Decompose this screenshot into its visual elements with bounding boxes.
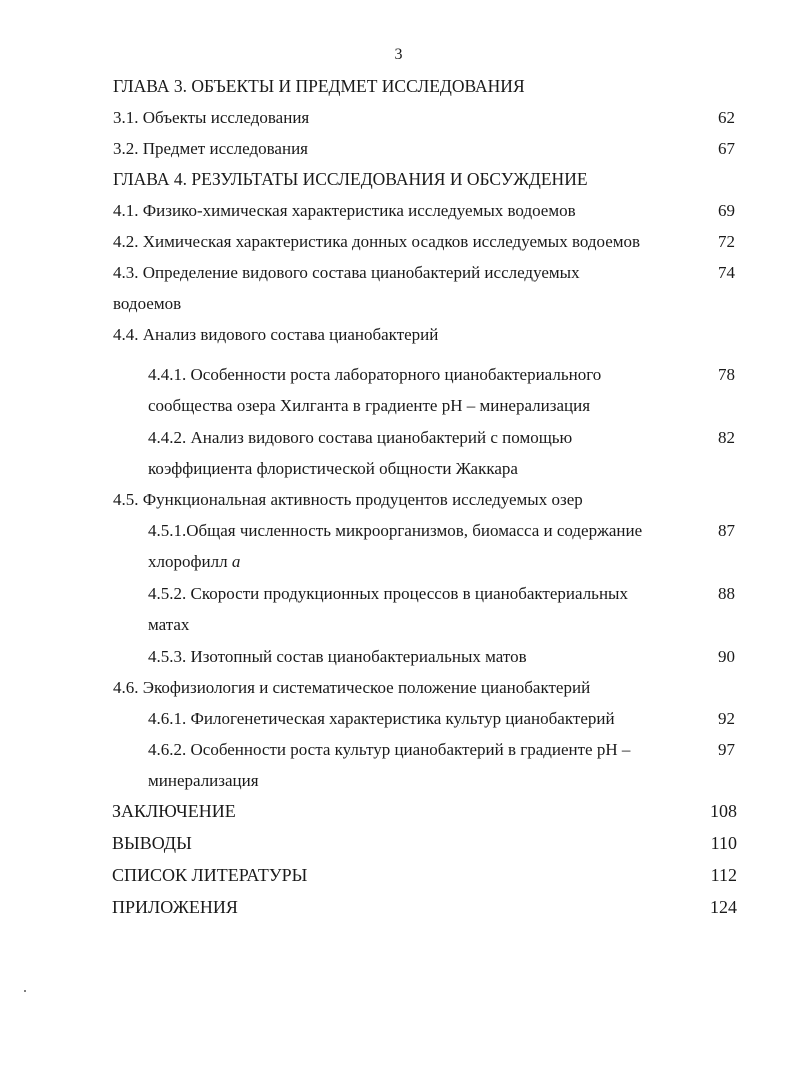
toc-section-4-3 [113,257,673,319]
toc-entry-title: ВЫВОДЫ [112,833,192,853]
toc-entry-title-line-2: коэффициента флористической общности Жаккара [148,459,518,478]
toc-page-number: 97 [718,740,735,759]
toc-references [112,860,612,891]
toc-subsection-4-4-2 [148,422,694,484]
toc-page-number: 108 [710,801,737,821]
toc-entry-title-line-1: 4.5.2. Скорости продукционных процессов в цианобактериальных [148,584,628,603]
toc-entry-title: 4.2. Химическая характеристика донных осадков исследуемых водоемов [113,232,641,251]
toc-entry-title-line-1: 4.4.2. Анализ видового состава цианобактерий с помощью [148,428,573,447]
toc-section-4-4 [113,319,673,350]
page-number: 3 [394,46,403,63]
toc-entry-title-line-1: 4.4.1. Особенности роста лабораторного цианобактериального [148,365,602,384]
toc-findings [112,828,612,859]
toc-page-number: 67 [718,139,735,158]
toc-page-number: 62 [718,108,735,127]
toc-page-number: 87 [718,521,735,540]
toc-chapter-3 [113,71,713,102]
toc-section-3-2 [113,133,673,164]
toc-entry-title: ГЛАВА 3. ОБЪЕКТЫ И ПРЕДМЕТ ИССЛЕДОВАНИЯ [113,76,525,96]
toc-entry-title: СПИСОК ЛИТЕРАТУРЫ [112,865,308,885]
toc-subsection-4-5-3 [148,641,694,672]
toc-subsection-4-4-1 [148,359,694,421]
toc-section-4-5 [113,484,703,515]
toc-entry-title: ЗАКЛЮЧЕНИЕ [112,801,236,821]
toc-entry-title-line-2 [148,546,694,577]
toc-subsection-4-6-1 [148,703,694,734]
toc-page-number: 69 [718,201,735,220]
toc-entry-title-line-1: 4.6.2. Особенности роста культур цианобактерий в градиенте pH – [148,740,631,759]
toc-entry-title: ПРИЛОЖЕНИЯ [112,897,238,917]
toc-appendices [112,892,612,923]
toc-entry-title-line-2: сообщества озера Хилганта в градиенте pH – минерализация [148,396,591,415]
scan-speck [24,990,26,992]
toc-section-3-1 [113,102,673,133]
toc-page-number: 82 [718,428,735,447]
toc-section-4-1 [113,195,703,226]
toc-page-number: 78 [718,365,735,384]
toc-entry-title: 3.2. Предмет исследования [113,139,308,158]
toc-subsection-4-5-1 [148,515,694,577]
toc-chapter-4 [113,164,713,195]
toc-entry-title-line-2: минерализация [148,771,259,790]
toc-entry-title-line-2: матах [148,615,190,634]
toc-page-number: 92 [718,709,735,728]
toc-section-4-6 [113,672,703,703]
toc-entry-title: ГЛАВА 4. РЕЗУЛЬТАТЫ ИССЛЕДОВАНИЯ И ОБСУЖДЕНИЕ [113,169,588,189]
toc-page-number: 110 [710,833,737,853]
toc-entry-title: 4.6.1. Филогенетическая характеристика культур цианобактерий [148,709,615,728]
toc-page-number: 90 [718,647,735,666]
toc-entry-title-line-2: водоемов [113,294,182,313]
toc-page-number: 124 [710,897,737,917]
toc-subsection-4-5-2 [148,578,694,640]
toc-page-number: 72 [718,232,735,251]
toc-subsection-4-6-2 [148,734,698,796]
toc-entry-title-line-1: 4.5.1.Общая численность микроорганизмов, биомасса и содержание [148,521,643,540]
toc-conclusion [112,796,612,827]
toc-entry-title: 4.6. Экофизиология и систематическое положение цианобактерий [113,678,591,697]
toc-page-number: 74 [718,263,735,282]
toc-entry-title: 4.4. Анализ видового состава цианобактерий [113,325,439,344]
toc-entry-title-line-2-text: хлорофилл [148,552,232,571]
toc-page-number: 112 [710,865,737,885]
toc-entry-title: 4.1. Физико-химическая характеристика исследуемых водоемов [113,201,576,220]
toc-section-4-2 [113,226,713,257]
toc-page-number: 88 [718,584,735,603]
toc-entry-title: 4.5. Функциональная активность продуцентов исследуемых озер [113,490,583,509]
toc-entry-title: 3.1. Объекты исследования [113,108,310,127]
toc-entry-title-line-1: 4.3. Определение видового состава цианобактерий исследуемых [113,263,580,282]
toc-entry-title: 4.5.3. Изотопный состав цианобактериальных матов [148,647,527,666]
toc-entry-title-italic-letter: a [231,552,241,571]
